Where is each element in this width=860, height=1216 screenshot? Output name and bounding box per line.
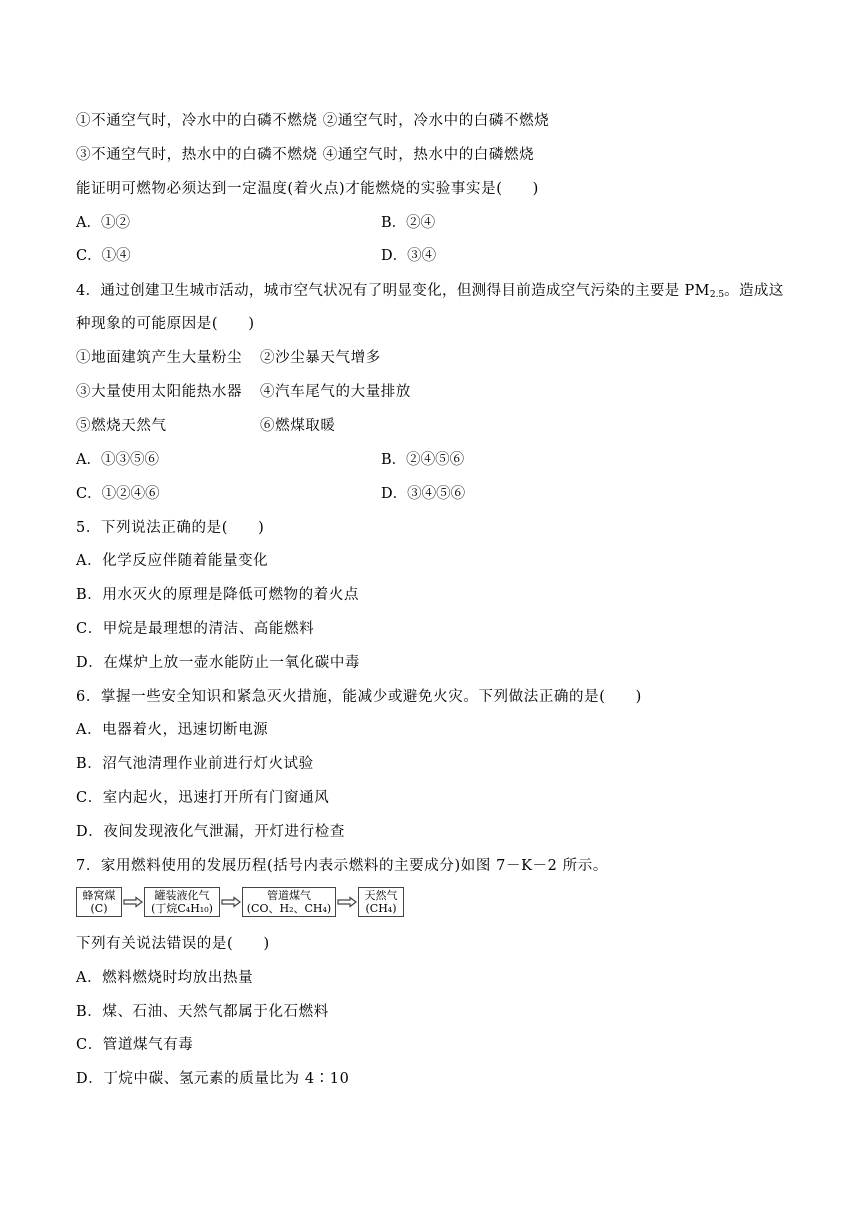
q4-option-c: C．①②④⑥ [76,486,160,502]
q3-option-c: C．①④ [76,248,131,264]
q5-option-b: B．用水灭火的原理是降低可燃物的着火点 [76,587,360,603]
q5-option-d: D．在煤炉上放一壶水能防止一氧化碳中毒 [76,655,361,671]
q3-option-a: A．①② [76,215,130,231]
arrow-right-icon [221,896,241,908]
q4-option-b: B．②④⑤⑥ [381,452,465,468]
q4-stem-part-a: 4．通过创建卫生城市活动，城市空气状况有了明显变化，但测得目前造成空气污染的主要是 PM [76,283,710,299]
q4-item-1: ①地面建筑产生大量粉尘 [76,350,243,366]
q4-item-6: ⑥燃煤取暖 [260,418,336,434]
q7-stem: 7．家用燃料使用的发展历程(括号内表示燃料的主要成分)如图 7－K－2 所示。 [76,858,608,874]
q4-item-2: ②沙尘暴天气增多 [260,350,381,366]
flow-box-lpg [144,887,220,917]
q6-stem: 6．掌握一些安全知识和紧急灭火措施，能减少或避免火灾。下列做法正确的是( ) [76,689,642,705]
flow-box-label: 管道煤气 [267,889,311,902]
flow-box-formula: (CH₄) [365,902,397,915]
q6-option-b: B．沼气池清理作业前进行灯火试验 [76,756,314,772]
q5-option-a: A．化学反应伴随着能量变化 [76,553,269,569]
q4-item-4: ④汽车尾气的大量排放 [260,384,411,400]
q3-statement-3-4: ③不通空气时，热水中的白磷不燃烧 ④通空气时，热水中的白磷燃烧 [76,147,535,163]
q3-option-b: B．②④ [381,215,436,231]
q4-item-5: ⑤燃烧天然气 [76,418,167,434]
q6-option-c: C．室内起火，迅速打开所有门窗通风 [76,790,330,806]
q4-option-a: A．①③⑤⑥ [76,452,159,468]
q4-option-d: D．③④⑤⑥ [381,486,466,502]
arrow-right-icon [123,896,143,908]
q7-option-c: C．管道煤气有毒 [76,1037,194,1053]
flow-box-label: 罐装液化气 [154,889,210,902]
flow-box-formula: (CO、H₂、CH₄) [246,902,332,915]
q4-stem-part-b: 。造成这 [724,283,784,299]
flow-box-formula: (丁烷C₄H₁₀) [151,902,213,915]
q3-statement-1-2: ①不通空气时，冷水中的白磷不燃烧 ②通空气时，冷水中的白磷不燃烧 [76,113,550,129]
q6-option-a: A．电器着火，迅速切断电源 [76,722,269,738]
q5-option-c: C．甲烷是最理想的清洁、高能燃料 [76,621,315,637]
fuel-history-diagram [76,887,396,919]
flow-box-label: 天然气 [364,889,398,902]
q4-item-3: ③大量使用太阳能热水器 [76,384,243,400]
q7-option-b: B．煤、石油、天然气都属于化石燃料 [76,1004,329,1020]
q7-option-d: D．丁烷中碳、氢元素的质量比为 4∶10 [76,1071,350,1087]
q5-stem: 5．下列说法正确的是( ) [76,520,265,536]
flow-box-pipeline-gas [242,887,336,917]
arrow-right-icon [337,896,357,908]
q3-stem: 能证明可燃物必须达到一定温度(着火点)才能燃烧的实验事实是( ) [76,181,539,197]
q7-question: 下列有关说法错误的是( ) [76,936,270,952]
q7-option-a: A．燃料燃烧时均放出热量 [76,970,254,986]
pm-subscript: 2.5 [709,290,725,300]
flow-box-natural-gas [358,887,404,917]
q6-option-d: D．夜间发现液化气泄漏，开灯进行检查 [76,824,345,840]
flow-box-label: 蜂窝煤 [82,889,116,902]
q4-stem-line-1 [76,281,784,305]
flow-box-honeycomb-coal [76,887,122,917]
q4-stem-line-2: 种现象的可能原因是( ) [76,316,255,332]
flow-box-formula: (C) [90,902,108,915]
q3-option-d: D．③④ [381,248,437,264]
